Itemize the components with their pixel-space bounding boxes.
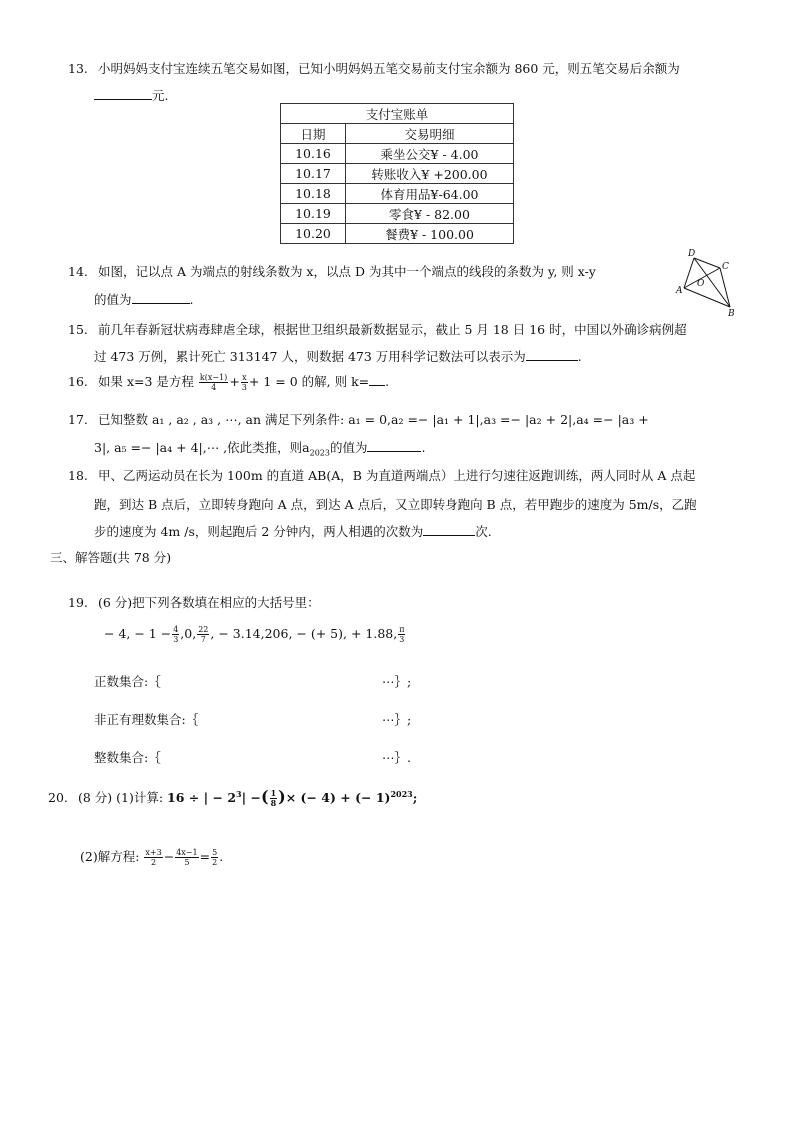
q19-set-nonpositive-close: ⋯｝; [382, 712, 412, 727]
frac-num: 22 [198, 625, 209, 634]
q19-set-integer-label: 整数集合:｛ [94, 750, 161, 765]
q15-end: . [577, 349, 582, 364]
q13-answer-blank[interactable] [94, 87, 152, 100]
q19-numbers-part3: , − 3.14,206, − (+ 5), + 1.88, [210, 626, 398, 641]
q19-frac-22-7 [197, 625, 209, 644]
q15-number: 15. [68, 322, 88, 337]
minus: − [163, 849, 175, 864]
q20-part1-prefix: (8 分) (1)计算: [77, 790, 164, 805]
q18-text: 甲、乙两运动员在长为 100m 的直道 AB(A，B 为直道两端点）上进行匀速往返跑训练，两人同时从 A 点起 [97, 468, 696, 483]
q19-set-integer-close: ⋯｝. [382, 750, 411, 765]
q14-text: 如图，记以点 A 为端点的射线条数为 x，以点 D 为其中一个端点的线段的条数为 y, 则 x-y [97, 264, 596, 279]
table-row [281, 144, 514, 164]
q15-line1 [68, 320, 687, 338]
q18-text3: 步的速度为 4m /s，则起跑后 2 分钟内，两人相遇的次数为 [94, 524, 424, 539]
q20-frac-4x1-5 [175, 848, 198, 867]
q19-prompt: (6 分)把下列各数填在相应的大括号里： [97, 595, 320, 610]
bill-title: 支付宝账单 [281, 104, 514, 124]
frac-den: 2 [212, 858, 218, 867]
q18-line1 [68, 466, 695, 484]
q16-number: 16. [68, 374, 88, 389]
frac-num: π [399, 625, 405, 634]
bill-date: 10.19 [281, 204, 346, 224]
q20-part2-prefix: (2)解方程: [80, 849, 140, 864]
bill-detail: 体育用品¥-64.00 [346, 184, 514, 204]
frac-num: x [242, 373, 247, 382]
q19-number: 19. [68, 595, 88, 610]
q16-line [68, 372, 389, 392]
frac-num: k(x−1) [199, 373, 228, 382]
table-row [281, 164, 514, 184]
q14-end: . [189, 292, 194, 307]
q19-set-nonpositive-label: 非正有理数集合:｛ [94, 712, 199, 727]
label-o: O [697, 279, 705, 289]
expr-c: × (− 4) + (− 1) [285, 790, 391, 805]
q17-subscript: 2023 [309, 448, 330, 458]
frac-den: 4 [211, 383, 217, 392]
q13-line1 [68, 59, 680, 77]
q15-text2: 过 473 万例，累计死亡 313147 人，则数据 473 万用科学记数法可以表示为 [94, 349, 526, 364]
q13-number: 13. [68, 61, 88, 76]
label-b: B [728, 309, 735, 318]
bill-detail: 零食¥ - 82.00 [346, 204, 514, 224]
q18-end: 次. [475, 524, 492, 539]
alipay-bill-table [280, 103, 514, 244]
q17-line1 [68, 410, 649, 428]
q20-frac-1-8 [270, 789, 278, 808]
q16-equation-rest: + 1 = 0 [248, 374, 298, 389]
bill-date: 10.17 [281, 164, 346, 184]
q14-answer-blank[interactable] [132, 291, 190, 304]
exp-1: 3 [236, 788, 242, 799]
frac-den: 3 [399, 635, 405, 644]
q14-text2: 的值为 [94, 292, 132, 307]
frac-den: 3 [173, 635, 179, 644]
q17-number: 17. [68, 412, 88, 427]
q17-end: . [421, 440, 426, 455]
q20-frac-5-2 [211, 848, 218, 867]
q17-answer-blank[interactable] [367, 439, 421, 452]
q17-text: 已知整数 a₁ , a₂ , a₃ , ⋯, an 满足下列条件: a₁ = 0,a₂ =− |a₁ + 1|,a₃ =− |a₂ + 2|,a₄ =− |a₃ + [97, 412, 649, 427]
expr-a: 16 ÷ | − 2 [167, 790, 237, 805]
q17-text2: 3|, a₅ =− |a₄ + 4|,⋯ ,依此类推，则a [94, 440, 310, 455]
q20-part2-end: . [219, 849, 224, 864]
q18-answer-blank[interactable] [423, 523, 475, 536]
q18-number: 18. [68, 468, 88, 483]
table-row [281, 224, 514, 244]
section-title: 三、解答题(共 78 分) [50, 550, 172, 565]
line-cb [720, 268, 730, 307]
q16-answer-blank[interactable] [369, 373, 385, 386]
exp-2: 2023 [390, 788, 413, 799]
frac-num: x+3 [145, 848, 162, 857]
table-row [281, 184, 514, 204]
bill-date: 10.20 [281, 224, 346, 244]
frac-den: 2 [151, 858, 157, 867]
q16-fraction-2 [241, 373, 248, 392]
expr-end: ; [412, 790, 418, 805]
q19-set-positive-close: ⋯｝; [382, 674, 412, 689]
q20-number: 20. [48, 790, 68, 805]
q16-text-after: 的解, 则 k= [301, 374, 370, 389]
q18-line3 [94, 522, 492, 540]
q16-plus: + [229, 374, 240, 389]
table-row [281, 204, 514, 224]
bill-date: 10.16 [281, 144, 346, 164]
frac-num: 5 [212, 848, 218, 857]
q13-text: 小明妈妈支付宝连续五笔交易如图，已知小明妈妈五笔交易前支付宝余额为 860 元，则五笔交易后余额为 [97, 61, 680, 76]
q14-number: 14. [68, 264, 88, 279]
frac-num: 1 [270, 788, 277, 798]
q14-line2 [94, 290, 194, 308]
q17-line2 [94, 438, 425, 458]
frac-den: 3 [241, 383, 247, 392]
q19-set-positive-label: 正数集合:｛ [94, 674, 161, 689]
q19-frac-pi-3 [398, 625, 405, 644]
q14-line1 [68, 262, 596, 280]
q19-numbers [104, 625, 406, 644]
q20-part1 [48, 787, 417, 808]
label-d: D [688, 249, 696, 259]
q13-unit: 元. [152, 88, 169, 103]
q19-numbers-part1: − 4, − 1 − [104, 626, 172, 641]
frac-den: 7 [200, 635, 206, 644]
frac-num: 4x−1 [176, 848, 198, 857]
q19-frac-4-3 [172, 625, 179, 644]
expr-b: | − [241, 790, 261, 805]
bill-detail: 餐费¥ - 100.00 [346, 224, 514, 244]
q17-text3: 的值为 [329, 440, 368, 455]
frac-num: 4 [173, 625, 179, 634]
q13-line2 [94, 86, 168, 104]
bill-header-date: 日期 [281, 124, 346, 144]
q15-line2 [94, 347, 582, 365]
bill-detail: 乘坐公交¥ - 4.00 [346, 144, 514, 164]
bill-header-detail: 交易明细 [346, 124, 514, 144]
paren-open: ( [261, 787, 269, 806]
q16-fraction-1 [199, 373, 228, 392]
q16-text: 如果 x=3 是方程 [97, 374, 194, 389]
label-c: C [722, 262, 729, 272]
q20-frac-x3-2 [144, 848, 162, 867]
q14-geometry-figure [672, 248, 742, 318]
frac-den: 8 [270, 798, 277, 808]
q19-numbers-part2: ,0, [180, 626, 197, 641]
q15-text: 前几年春新冠状病毒肆虐全球，根据世卫组织最新数据显示，截止 5 月 18 日 16 时，中国以外确诊病例超 [97, 322, 687, 337]
label-a: A [676, 286, 683, 296]
q18-line2: 跑，到达 B 点后，立即转身跑向 A 点，到达 A 点后，又立即转身跑向 B 点，若甲跑步的速度为 5m/s，乙跑 [94, 497, 697, 512]
bill-date: 10.18 [281, 184, 346, 204]
q19-prompt-line [68, 593, 320, 611]
q20-part2 [80, 847, 223, 867]
q20-part1-expression [167, 787, 418, 808]
frac-den: 5 [184, 858, 190, 867]
equals: = [199, 849, 211, 864]
q15-answer-blank[interactable] [526, 348, 578, 361]
bill-detail: 转账收入¥ +200.00 [346, 164, 514, 184]
q16-end: . [385, 374, 390, 389]
paren-close: ) [278, 787, 286, 806]
